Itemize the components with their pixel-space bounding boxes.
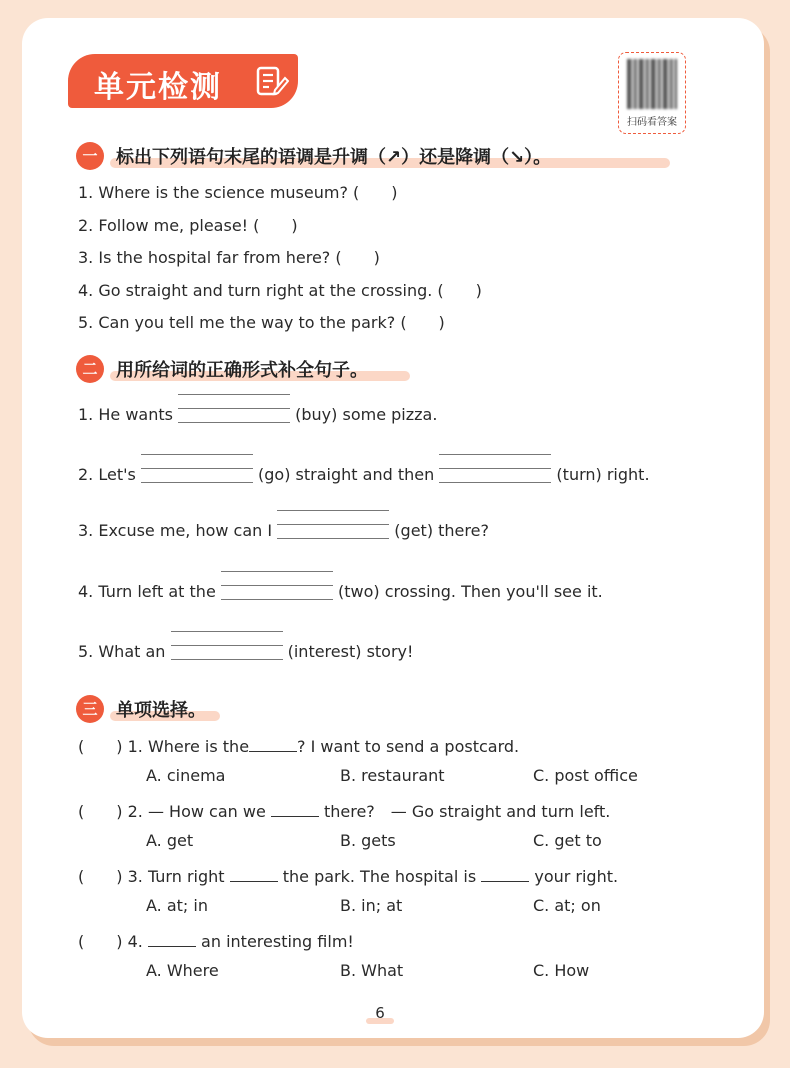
answer-blank[interactable] xyxy=(148,932,196,947)
qr-caption: 扫码看答案 xyxy=(627,117,677,128)
option-c[interactable]: C. How xyxy=(533,961,590,980)
section-title: 标出下列语句末尾的语调是升调（↗）还是降调（↘）。 xyxy=(116,147,552,168)
list-item: 5. Can you tell me the way to the park? ( ) xyxy=(78,313,445,332)
option-a[interactable]: A. cinema xyxy=(146,766,226,785)
fill-blank[interactable] xyxy=(277,524,389,540)
page-title: 单元检测 xyxy=(94,70,222,105)
option-c[interactable]: C. get to xyxy=(533,831,602,850)
fill-blank[interactable] xyxy=(171,645,283,661)
question-row: ( ) 2. — How can we there? — Go straight and turn left. xyxy=(78,802,611,821)
fill-blank[interactable] xyxy=(221,585,333,601)
list-item: 1. Where is the science museum? ( ) xyxy=(78,183,398,202)
option-b[interactable]: B. restaurant xyxy=(340,766,445,785)
option-a[interactable]: A. Where xyxy=(146,961,219,980)
answer-blank[interactable] xyxy=(271,802,319,817)
option-a[interactable]: A. at; in xyxy=(146,896,208,915)
option-a[interactable]: A. get xyxy=(146,831,194,850)
question-row: ( ) 1. Where is the ? I want to send a postcard. xyxy=(78,737,520,756)
notepad-pencil-icon xyxy=(255,64,289,98)
fill-blank[interactable] xyxy=(141,468,253,484)
fill-blank[interactable] xyxy=(178,408,290,424)
answer-blank[interactable] xyxy=(249,737,297,752)
page-number: 6 xyxy=(375,1004,385,1022)
section-title: 单项选择。 xyxy=(116,700,206,721)
list-item: 3. Is the hospital far from here? ( ) xyxy=(78,248,380,267)
section-number: 三 xyxy=(76,695,104,723)
fill-blank[interactable] xyxy=(439,468,551,484)
section-title: 用所给词的正确形式补全句子。 xyxy=(116,360,368,381)
list-item: 4. Turn left at the (two) crossing. Then you'll see it. xyxy=(78,574,603,610)
list-item: 4. Go straight and turn right at the crossing. ( ) xyxy=(78,281,482,300)
list-item: 2. Follow me, please! ( ) xyxy=(78,216,298,235)
option-c[interactable]: C. post office xyxy=(533,766,638,785)
option-b[interactable]: B. gets xyxy=(340,831,396,850)
list-item: 2. Let's (go) straight and then (turn) right. xyxy=(78,457,650,493)
list-item: 5. What an (interest) story! xyxy=(78,634,413,670)
list-item: 3. Excuse me, how can I (get) there? xyxy=(78,513,489,549)
answer-blank[interactable] xyxy=(230,867,278,882)
list-item: 1. He wants (buy) some pizza. xyxy=(78,397,437,433)
qr-code-box[interactable] xyxy=(618,52,686,134)
question-row: ( ) 4. an interesting film! xyxy=(78,932,354,951)
question-row: ( ) 3. Turn right the park. The hospital is your right. xyxy=(78,867,619,886)
answer-blank[interactable] xyxy=(481,867,529,882)
qr-code-image[interactable] xyxy=(627,59,677,109)
option-b[interactable]: B. in; at xyxy=(340,896,403,915)
section-number: 一 xyxy=(76,142,104,170)
section-number: 二 xyxy=(76,355,104,383)
option-b[interactable]: B. What xyxy=(340,961,404,980)
option-c[interactable]: C. at; on xyxy=(533,896,601,915)
